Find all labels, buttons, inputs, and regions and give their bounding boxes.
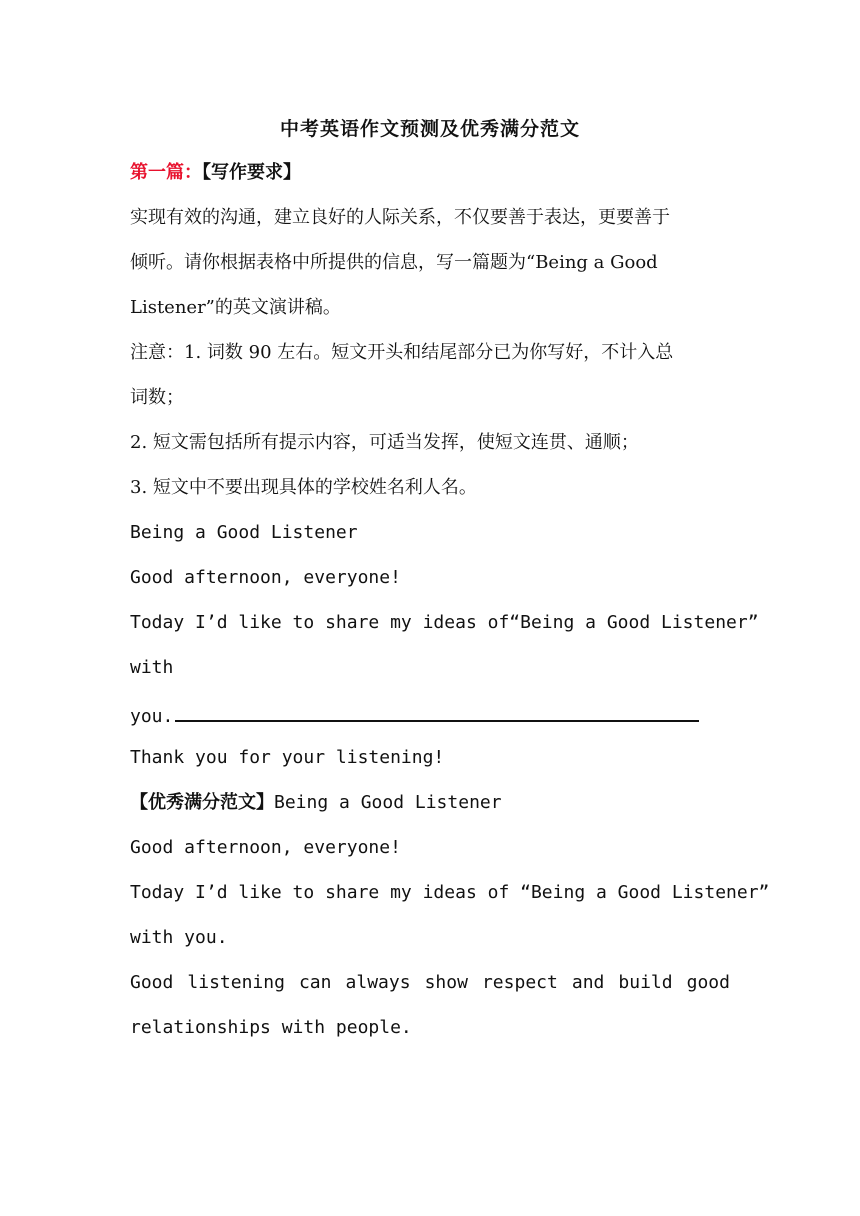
intro-line-3: Listener”的英文演讲稿。 bbox=[130, 297, 341, 318]
word: build bbox=[618, 972, 673, 993]
sample-opening-line-1: Today I’d like to share my ideas of “Being a Good Listener” bbox=[130, 882, 770, 903]
word: Good bbox=[130, 972, 174, 993]
section-heading bbox=[130, 160, 730, 186]
sample-heading-line bbox=[130, 790, 730, 816]
note-line-1: 注意：1. 词数 90 左右。短文开头和结尾部分已为你写好，不计入总 bbox=[130, 342, 674, 363]
template-blank-line bbox=[130, 700, 730, 730]
word: show bbox=[424, 972, 468, 993]
sample-greeting: Good afternoon, everyone! bbox=[130, 837, 401, 858]
template-opening-line-1: Today I’d like to share my ideas of“Being a Good Listener” bbox=[130, 612, 759, 633]
word: always bbox=[345, 972, 411, 993]
template-greeting: Good afternoon, everyone! bbox=[130, 567, 401, 588]
document-title: 中考英语作文预测及优秀满分范文 bbox=[279, 118, 580, 140]
sample-opening-line-2: with you. bbox=[130, 927, 228, 948]
requirement-label: 【写作要求】 bbox=[202, 162, 301, 183]
word: good bbox=[686, 972, 730, 993]
blank-prefix: you. bbox=[130, 706, 174, 727]
word: can bbox=[298, 972, 332, 993]
sample-heading: Being a Good Listener bbox=[274, 792, 502, 813]
note-line-2: 词数； bbox=[130, 387, 184, 408]
template-closing: Thank you for your listening! bbox=[130, 747, 445, 768]
sample-body-line-2: relationships with people. bbox=[130, 1017, 412, 1038]
word: respect bbox=[481, 972, 558, 993]
template-heading: Being a Good Listener bbox=[130, 522, 358, 543]
writing-blank bbox=[175, 700, 699, 722]
intro-line-2: 倾听。请你根据表格中所提供的信息，写一篇题为“Being a Good bbox=[130, 252, 658, 273]
note-item-3: 3. 短文中不要出现具体的学校姓名利人名。 bbox=[130, 477, 477, 498]
section-label: 第一篇： bbox=[130, 162, 202, 183]
note-item-2: 2. 短文需包括所有提示内容，可适当发挥，使短文连贯、通顺； bbox=[130, 432, 639, 453]
sample-body-line-1 bbox=[130, 970, 730, 996]
template-opening-line-2: with bbox=[130, 657, 174, 678]
word: listening bbox=[187, 972, 285, 993]
intro-line-1: 实现有效的沟通，建立良好的人际关系，不仅要善于表达，更要善于 bbox=[130, 207, 670, 228]
word: and bbox=[571, 972, 605, 993]
sample-label: 【优秀满分范文】 bbox=[130, 792, 274, 813]
